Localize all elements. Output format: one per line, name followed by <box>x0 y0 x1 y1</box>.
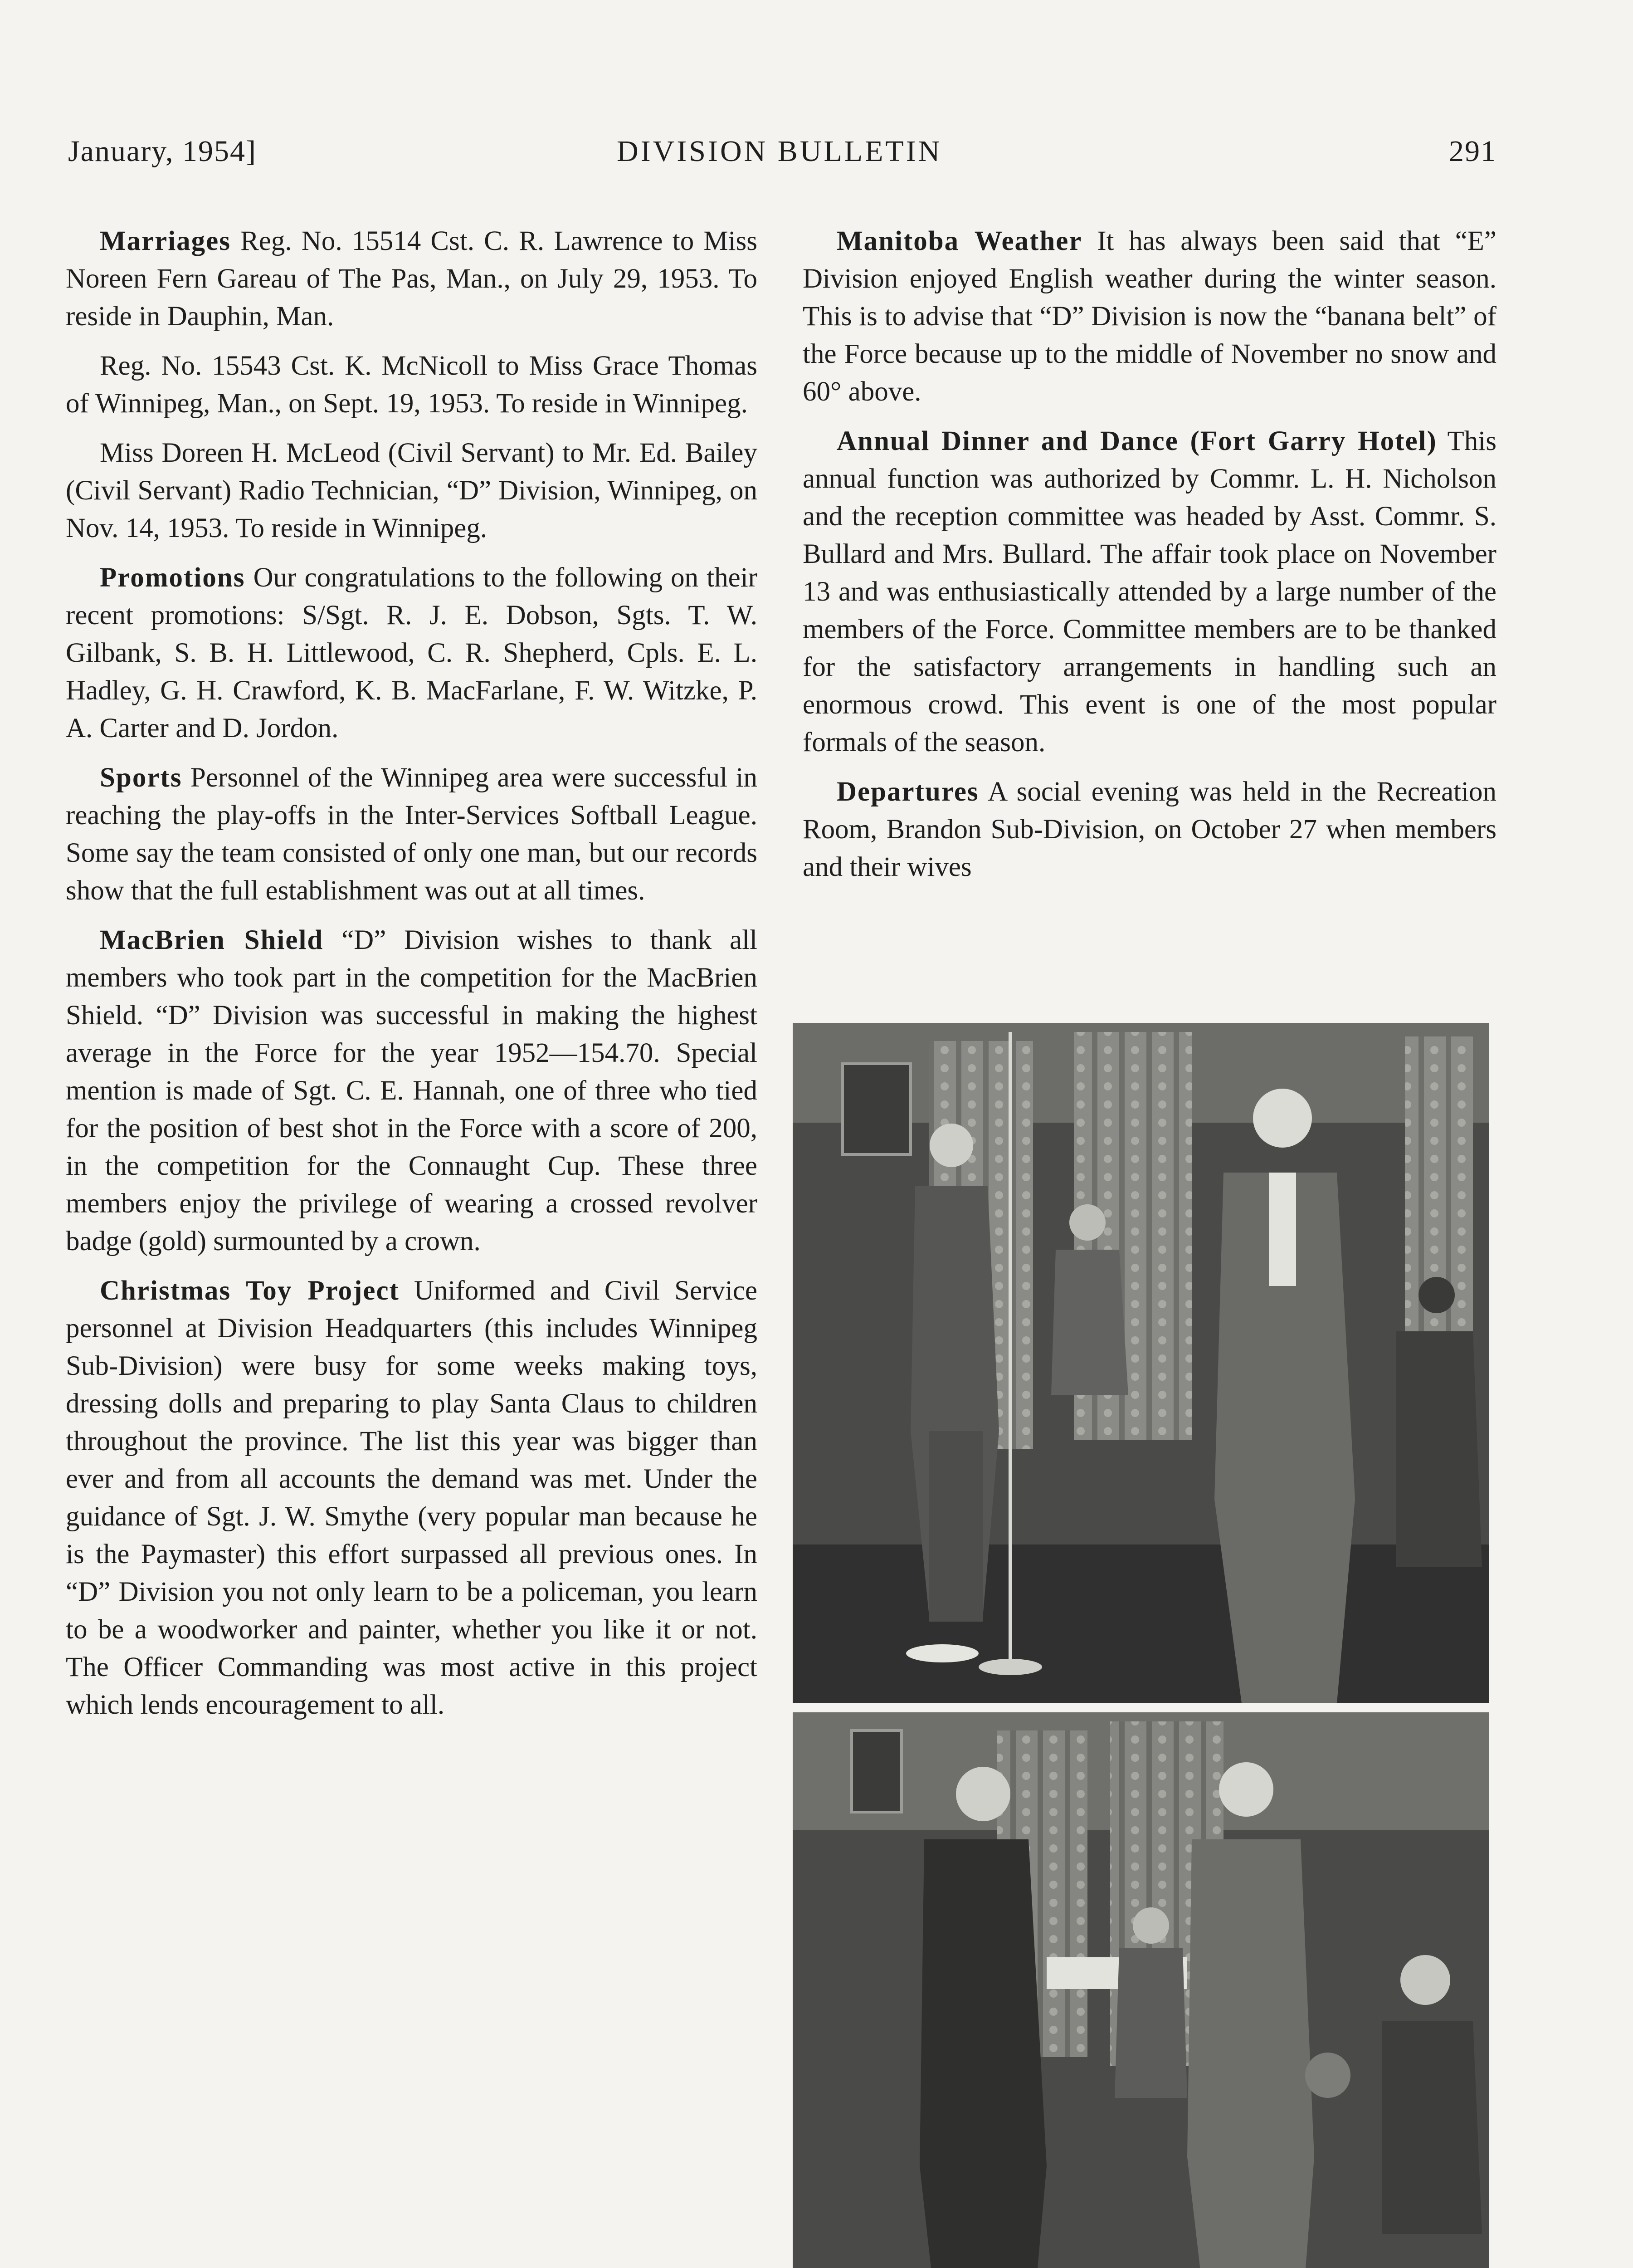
marriages-paragraph <box>66 222 757 335</box>
issue-date: January, 1954] <box>68 135 257 168</box>
dinner-text: This annual function was authorized by Commr. L. H. Nicholson and the reception committee was headed by Asst. Commr. S. Bullard and Mrs. Bullard. The affair took place on November 13 and was enthusiastically attended by a large number of the members of the Force. Committee members are to be thanked for the satisfactory arrangements in handling such an enormous crowd. This event is one of the most popular formals of the season. <box>803 426 1497 758</box>
marriages-text-1: Reg. No. 15514 Cst. C. R. Lawrence to Miss Noreen Fern Gareau of The Pas, Man., on July 29, 1953. To reside in Dauphin, Man. <box>66 226 758 332</box>
photo-bottom-illustration <box>793 1712 1489 2268</box>
page-header <box>68 134 1497 180</box>
photo-presentation-top <box>793 1023 1489 1703</box>
photo-top-illustration <box>793 1023 1489 1703</box>
left-column <box>66 222 757 1735</box>
marriages-paragraph-3 <box>66 434 757 547</box>
sports-text: Personnel of the Winnipeg area were successful in reaching the play-offs in the Inter-Services Softball League. Some say the team consisted of only one man, but our records show that the full establishment was out at all times. <box>66 763 758 906</box>
promotions-heading: Promotions <box>100 562 245 593</box>
departures-paragraph <box>803 773 1497 886</box>
promotions-text: Our congratulations to the following on their recent promotions: S/Sgt. R. J. E. Dobson, Sgts. T. W. Gilbank, S. B. H. Littlewood, C. R. Shepherd, Cpls. E. L. Hadley, G. H. Crawford, K. B. MacFarlane, F. W. Witzke, P. A. Carter and D. Jordon. <box>66 562 757 743</box>
sports-paragraph <box>66 759 757 909</box>
page-number: 291 <box>1449 135 1497 168</box>
weather-heading: Manitoba Weather <box>837 226 1082 256</box>
publication-title: DIVISION BULLETIN <box>617 135 942 168</box>
promotions-paragraph <box>66 559 757 747</box>
marriages-text-2: Reg. No. 15543 Cst. K. McNicoll to Miss Grace Thomas of Winnipeg, Man., on Sept. 19, 1953. To reside in Winnipeg. <box>66 351 757 419</box>
marriages-text-3: Miss Doreen H. McLeod (Civil Servant) to Mr. Ed. Bailey (Civil Servant) Radio Technician, “D” Division, Winnipeg, on Nov. 14, 1953. To reside in Winnipeg. <box>66 438 757 543</box>
christmas-heading: Christmas Toy Project <box>100 1276 400 1306</box>
macbrien-paragraph <box>66 921 757 1260</box>
macbrien-heading: MacBrien Shield <box>100 925 324 955</box>
departures-heading: Departures <box>837 777 979 807</box>
dinner-heading: Annual Dinner and Dance (Fort Garry Hotel) <box>837 426 1437 456</box>
dinner-paragraph <box>803 422 1497 761</box>
christmas-paragraph <box>66 1272 757 1724</box>
weather-paragraph <box>803 222 1497 411</box>
macbrien-text: “D” Division wishes to thank all members who took part in the competition for the MacBrien Shield. “D” Division was successful in making the highest average in the Force for the year 1952—154.70. Special mention is made of Sgt. C. E. Hannah, one of three who tied for the position of best shot in the Force with a score of 200, in the competition for the Connaught Cup. These three members enjoy the privilege of wearing a crossed revolver badge (gold) surmounted by a crown. <box>66 925 757 1256</box>
christmas-text: Uniformed and Civil Service personnel at Division Headquarters (this includes Winnipeg Sub-Division) were busy for some weeks making toys, dressing dolls and preparing to play Santa Claus to children throughout the province. The list this year was bigger than ever and from all accounts the demand was met. Under the guidance of Sgt. J. W. Smythe (very popular man because he is the Paymaster) this effort surpassed all previous ones. In “D” Division you not only learn to be a policeman, you learn to be a woodworker and painter, whether you like it or not. The Officer Commanding was most active in this project which lends encouragement to all. <box>66 1276 757 1720</box>
photo-presentation-bottom <box>793 1712 1489 2268</box>
sports-heading: Sports <box>100 763 182 793</box>
marriages-paragraph-2 <box>66 347 757 422</box>
departures-text: A social evening was held in the Recreation Room, Brandon Sub-Division, on October 27 when members and their wives <box>803 777 1497 882</box>
weather-text: It has always been said that “E” Division enjoyed English weather during the winter season. This is to advise that “D” Division is now the “banana belt” of the Force because up to the middle of November no snow and 60° above. <box>803 226 1497 407</box>
marriages-heading: Marriages <box>100 226 231 256</box>
right-column <box>803 222 1497 898</box>
